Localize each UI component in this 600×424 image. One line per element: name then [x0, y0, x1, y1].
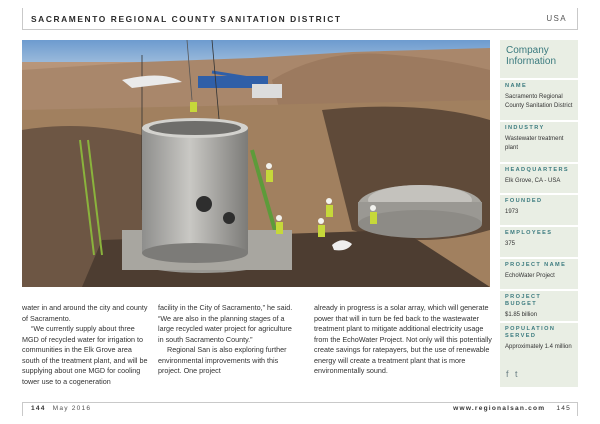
- info-label: HEADQUARTERS: [505, 167, 570, 173]
- social-links: [506, 369, 522, 379]
- publication-title: SACRAMENTO REGIONAL COUNTY SANITATION DISTRICT: [31, 14, 342, 24]
- info-founded: [500, 193, 578, 217]
- info-label: POPULATION SERVED: [505, 326, 556, 339]
- info-employees: [500, 225, 578, 249]
- twitter-icon[interactable]: t: [515, 369, 518, 379]
- website-link[interactable]: www.regionalsan.com: [453, 405, 546, 412]
- info-label: PROJECT NAME: [505, 262, 567, 268]
- info-value: Wastewater treatment plant: [505, 136, 564, 151]
- info-value: EchoWater Project: [505, 273, 555, 279]
- info-value: 1973: [505, 209, 519, 215]
- info-value: $1.85 billion: [505, 312, 538, 318]
- article-column-3: [314, 303, 494, 377]
- facebook-icon[interactable]: f: [506, 369, 509, 379]
- article-paragraph: water in and around the city and county of Sacramento.: [22, 303, 148, 323]
- info-value: 375: [505, 241, 516, 247]
- footer-left: [31, 405, 91, 412]
- info-project-name: [500, 257, 578, 281]
- country-label: USA: [546, 14, 567, 23]
- info-label: INDUSTRY: [505, 125, 545, 131]
- info-label: EMPLOYEES: [505, 230, 553, 236]
- info-value: Approximately 1.4 million: [505, 344, 572, 350]
- page-footer: [22, 402, 578, 416]
- company-information-sidebar: [500, 40, 578, 387]
- article-column-2: [158, 303, 298, 377]
- footer-right: [453, 405, 571, 412]
- page-number-left: 144: [31, 405, 46, 412]
- article-paragraph: facility in the City of Sacramento,” he said. “We are also in the planning stages of a large recycled water project for agriculture in south Sacramento County.”: [158, 303, 293, 344]
- info-headquarters: [500, 162, 578, 186]
- article-paragraph: “We currently supply about three MGD of recycled water for irrigation to communities in the Elk Grove area south of the treatment plant, and will be supplying about one MGD for cooling tower use to a cogeneration: [22, 324, 148, 386]
- construction-photo: [22, 40, 490, 287]
- info-project-budget: [500, 289, 578, 320]
- info-name: [500, 78, 578, 111]
- page-header: [22, 8, 578, 30]
- article-column-1: [22, 303, 150, 387]
- issue-date: May 2016: [52, 405, 92, 412]
- info-value: Sacramento Regional County Sanitation District: [505, 94, 573, 109]
- page-number-right: 145: [556, 405, 571, 412]
- info-population-served: [500, 321, 578, 352]
- info-label: NAME: [505, 83, 528, 89]
- info-label: FOUNDED: [505, 198, 543, 204]
- article-paragraph: Regional San is also exploring further environmental improvements with this project. One project: [158, 345, 287, 375]
- info-industry: [500, 120, 578, 153]
- info-value: Elk Grove, CA - USA: [505, 178, 561, 184]
- sidebar-title: Company Information: [506, 45, 557, 67]
- article-paragraph: already in progress is a solar array, which will generate power that will in turn be fed back to the wastewater treatment plant to mitigate additional electricity usage from the EchoWater Project. Not only will this potentially create savings for ratepayers, but the use of renewable energy will create a treatment plant that is more environmentally sound.: [314, 303, 492, 375]
- info-label: PROJECT BUDGET: [505, 294, 542, 307]
